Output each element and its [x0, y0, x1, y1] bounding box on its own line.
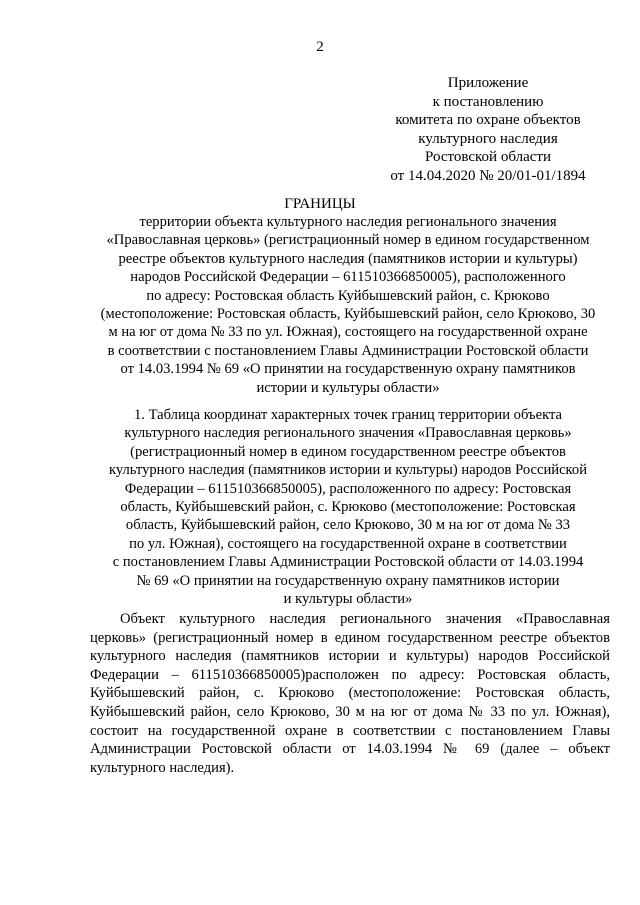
appendix-line: культурного наследия: [418, 130, 558, 147]
title-block: [90, 213, 606, 397]
title-line: (местоположение: Ростовская область, Куйбышевский район, село Крюково, 30: [100, 306, 596, 323]
title-line: территории объекта культурного наследия регионального значения: [139, 214, 557, 230]
document-heading: ГРАНИЦЫ: [284, 196, 356, 212]
appendix-line: к постановлению: [432, 93, 544, 110]
section-line: культурного наследия (памятников истории и культуры) народов Российской: [108, 462, 588, 479]
section-line: (регистрационный номер в едином государственном реестре объектов: [130, 443, 566, 460]
appendix-line: Приложение: [447, 75, 529, 91]
title-line: от 14.03.1994 № 69 «О принятии на государственную охрану памятников: [120, 361, 576, 378]
body-line: состоит на государственной охране в соответствии с постановлением Главы: [90, 722, 610, 739]
body-line: Федерации – 611510366850005)расположен по адресу: Ростовская область,: [90, 666, 610, 683]
body-line: Объект культурного наследия регионального значения «Православная: [120, 611, 610, 627]
appendix-line: от 14.04.2020 № 20/01-01/1894: [390, 167, 586, 184]
section-line: область, Куйбышевский район, с. Крюково (местоположение: Ростовская: [120, 499, 576, 516]
body-line: Куйбышевский район, село Крюково, 30 м на юг от дома № 33 по ул. Южная),: [90, 703, 610, 720]
body-line: Куйбышевский район, с. Крюково (местоположение: Ростовская область,: [90, 685, 610, 702]
section-heading-block: [90, 406, 606, 608]
appendix-line: Ростовской области: [425, 149, 551, 166]
section-line: и культуры области»: [283, 591, 413, 608]
appendix-line: комитета по охране объектов: [395, 112, 581, 129]
body-paragraph: [90, 610, 610, 777]
body-line: церковь» (регистрационный номер в едином государственном реестре объектов: [90, 629, 610, 646]
appendix-block: [368, 74, 608, 186]
section-line: № 69 «О принятии на государственную охрану памятников истории: [136, 572, 560, 589]
section-line: область, Куйбышевский район, село Крюково, 30 м на юг от дома № 33: [125, 517, 571, 534]
title-line: истории и культуры области»: [256, 379, 440, 396]
title-line: в соответствии с постановлением Главы Администрации Ростовской области: [107, 342, 589, 359]
section-line: с постановлением Главы Администрации Ростовской области от 14.03.1994: [112, 554, 584, 571]
title-line: м на юг от дома № 33 по ул. Южная), состоящего на государственной охране: [108, 324, 588, 341]
page-number: 2: [316, 39, 324, 55]
body-line: культурного наследия).: [90, 759, 235, 776]
title-line: народов Российской Федерации – 611510366850005), расположенного: [130, 269, 566, 286]
section-line: 1. Таблица координат характерных точек границ территории объекта: [133, 407, 562, 423]
section-line: культурного наследия регионального значения «Православная церковь»: [124, 425, 572, 442]
title-line: «Православная церковь» (регистрационный номер в едином государственном: [106, 232, 590, 249]
section-line: по ул. Южная), состоящего на государственной охране в соответствии: [129, 535, 567, 552]
section-line: Федерации – 611510366850005), расположенного по адресу: Ростовская: [124, 480, 572, 497]
body-line: культурного наследия (памятников истории и культуры) народов Российской: [90, 648, 610, 665]
title-line: по адресу: Ростовская область Куйбышевский район, с. Крюково: [146, 287, 550, 304]
body-line: Администрации Ростовской области от 14.03.1994 № 69 (далее – объект: [90, 741, 610, 758]
title-line: реестре объектов культурного наследия (памятников истории и культуры): [118, 250, 578, 267]
